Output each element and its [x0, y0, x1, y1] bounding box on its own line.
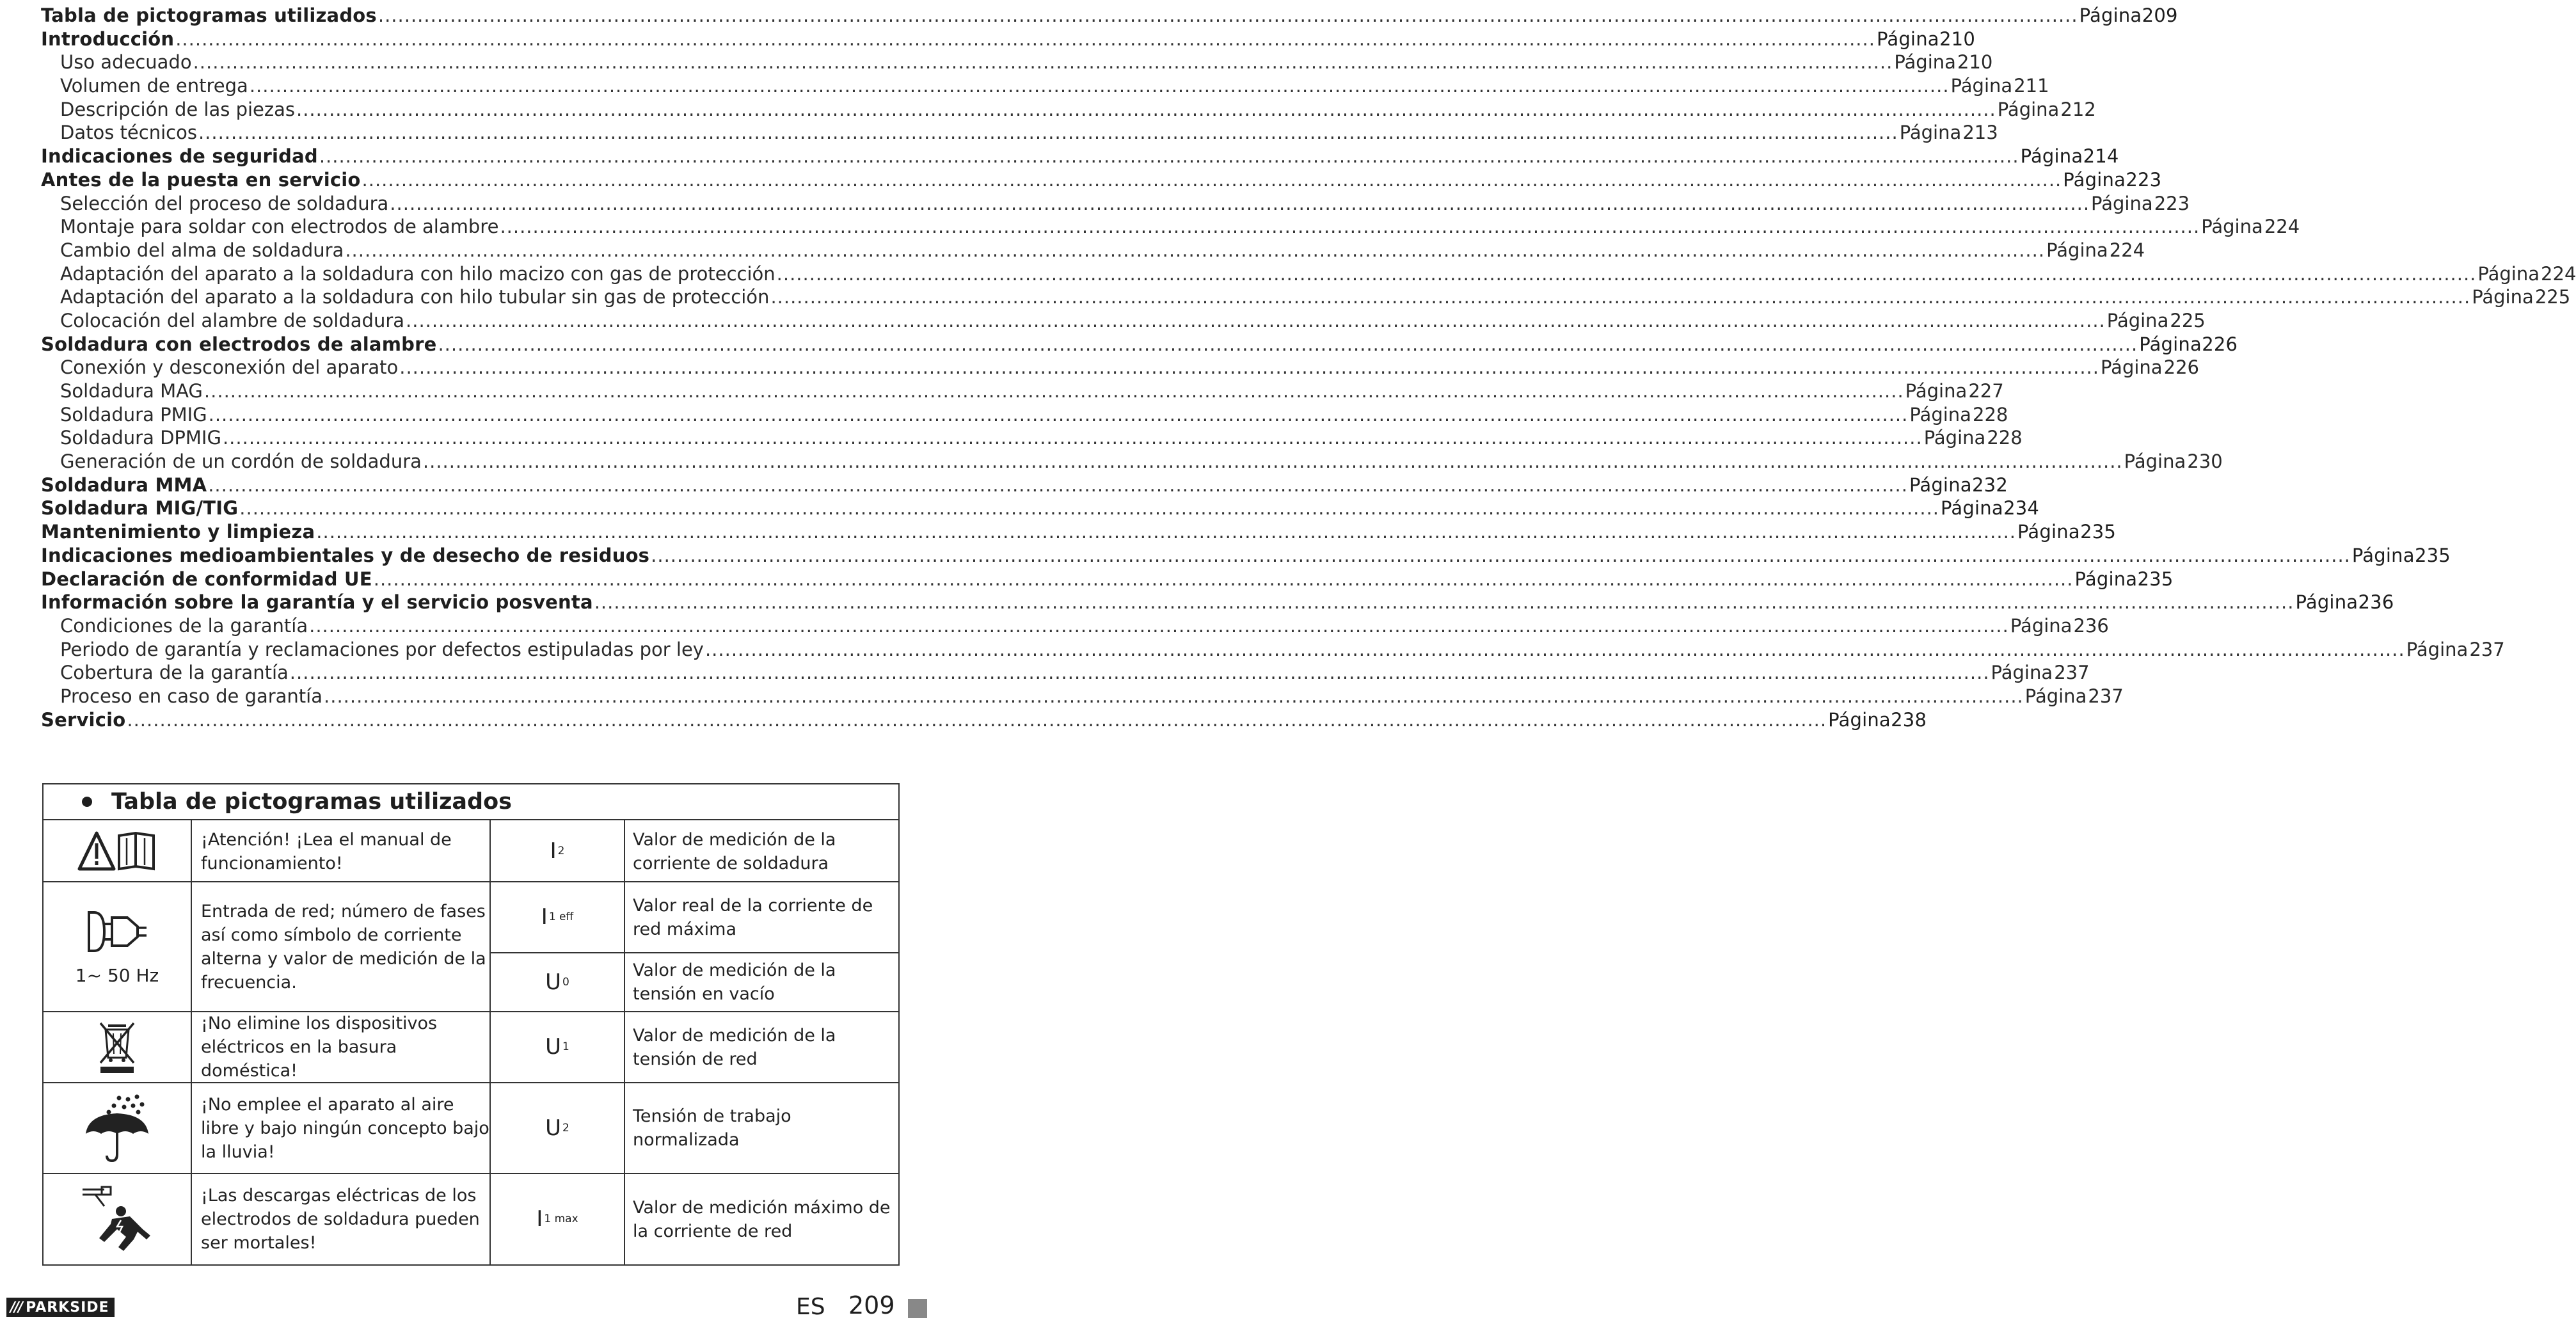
mains-plug-icon	[85, 906, 149, 957]
toc-entry	[41, 168, 2162, 192]
toc-page-label: Página	[1941, 497, 2003, 520]
crossed-bin-icon	[44, 1012, 191, 1082]
symbol-subscript: 1 max	[544, 1213, 578, 1225]
toc-page-label: Página	[2477, 262, 2540, 285]
toc-page-number: 225	[2170, 309, 2206, 331]
toc-entry-title: Declaración de conformidad UE	[41, 568, 372, 590]
toc-subentry	[41, 356, 2199, 379]
toc-leader-dots: ....................................................................................................................................................................................................................................................................	[651, 544, 2351, 566]
toc-page-number: 214	[2083, 145, 2119, 168]
toc-page-label: Página	[2079, 4, 2142, 26]
toc-page-label: Página	[2046, 239, 2108, 261]
symbol-meaning: Valor de medición de la tensión de red	[633, 1025, 836, 1069]
pictogram-description: ¡Las descargas eléctricas de los electrodos de soldadura pueden ser mortales!	[201, 1186, 480, 1253]
toc-entry-title: Soldadura MMA	[41, 474, 207, 496]
toc-entry-title: Uso adecuado	[60, 51, 192, 74]
logo-mark: ///	[10, 1299, 22, 1316]
toc-leader-dots: ....................................................................................................................................................................................................................................................................	[399, 356, 2099, 379]
toc-page-number: 235	[2137, 568, 2174, 590]
toc-page-label: Página	[2010, 614, 2072, 637]
toc-page-label: Página	[2406, 638, 2469, 660]
toc-entry-title: Servicio	[41, 708, 126, 731]
toc-entry-title: Soldadura con electrodos de alambre	[41, 333, 437, 355]
toc-page-number: 225	[2534, 286, 2571, 308]
toc-entry-title: Generación de un cordón de soldadura	[60, 450, 422, 473]
toc-page-number: 213	[1962, 122, 1998, 144]
toc-leader-dots: ....................................................................................................................................................................................................................................................................	[222, 427, 1923, 449]
symbol-meaning: Tensión de trabajo normalizada	[633, 1106, 791, 1150]
symbol-subscript: 1	[562, 1040, 569, 1053]
toc-entry	[41, 544, 2451, 568]
toc-page-label: Página	[1894, 51, 1956, 74]
toc-entry	[41, 568, 2174, 591]
toc-page-label: Página	[2024, 685, 2087, 707]
toc-page-label: Página	[2351, 544, 2415, 566]
toc-page-label: Página	[1950, 75, 2013, 97]
toc-leader-dots: ....................................................................................................................................................................................................................................................................	[208, 403, 1909, 426]
toc-page-number: 234	[2003, 497, 2040, 520]
toc-page-label: Página	[1909, 474, 1972, 496]
symbol-letter: I	[550, 838, 557, 864]
toc-subentry	[41, 685, 2124, 708]
toc-leader-dots: ....................................................................................................................................................................................................................................................................	[362, 168, 2062, 191]
toc-page-label: Página	[2139, 333, 2202, 355]
electric-shock-icon	[44, 1174, 191, 1264]
toc-leader-dots: ....................................................................................................................................................................................................................................................................	[316, 521, 2017, 543]
toc-page-label: Página	[2101, 356, 2163, 379]
toc-page-label: Página	[1899, 122, 1962, 144]
toc-page-number: 224	[2109, 239, 2145, 261]
toc-page-number: 226	[2202, 333, 2238, 355]
symbol-meaning: Valor real de la corriente de red máxima	[633, 895, 873, 939]
toc-entry-title: Volumen de entrega	[60, 75, 248, 97]
toc-entry-title: Introducción	[41, 28, 175, 50]
toc-leader-dots: ....................................................................................................................................................................................................................................................................	[438, 333, 2138, 355]
toc-page-label: Página	[1991, 662, 2053, 684]
toc-entry	[41, 145, 2119, 168]
toc-leader-dots: ....................................................................................................................................................................................................................................................................	[770, 286, 2471, 308]
symbol-subscript: 1 eff	[548, 911, 574, 923]
toc-leader-dots: ....................................................................................................................................................................................................................................................................	[704, 638, 2405, 660]
toc-entry	[41, 28, 1975, 51]
toc-entry-title: Montaje para soldar con electrodos de alambre	[60, 216, 499, 238]
toc-page-number: 235	[2080, 521, 2117, 543]
symbol-letter: U	[545, 969, 562, 995]
toc-entry-title: Soldadura MAG	[60, 380, 203, 402]
toc-entry-title: Mantenimiento y limpieza	[41, 521, 315, 543]
toc-entry-title: Cobertura de la garantía	[60, 662, 289, 684]
toc-page-number: 237	[2469, 638, 2505, 660]
toc-entry-title: Soldadura DPMIG	[60, 427, 221, 449]
symbol-meaning: Valor de medición de la tensión en vacío	[633, 960, 836, 1004]
toc-page-number: 224	[2541, 262, 2576, 285]
toc-entry	[41, 4, 2178, 28]
toc-entry-title: Indicaciones medioambientales y de desecho de residuos	[41, 544, 650, 566]
toc-page-number: 209	[2142, 4, 2178, 26]
toc-page-label: Página	[2106, 309, 2169, 331]
symbol-meaning: Valor de medición de la corriente de soldadura	[633, 829, 836, 873]
toc-leader-dots: ....................................................................................................................................................................................................................................................................	[289, 662, 1990, 684]
symbol-letter: I	[536, 1206, 543, 1232]
toc-leader-dots: ....................................................................................................................................................................................................................................................................	[319, 145, 2019, 168]
toc-leader-dots: ....................................................................................................................................................................................................................................................................	[378, 4, 2078, 26]
parkside-logo	[6, 1298, 115, 1317]
toc-entry-title: Tabla de pictogramas utilizados	[41, 4, 377, 26]
toc-subentry	[41, 98, 2096, 122]
toc-leader-dots: ....................................................................................................................................................................................................................................................................	[373, 568, 2074, 590]
toc-entry	[41, 333, 2238, 356]
umbrella-rain-icon	[44, 1083, 191, 1173]
pictogram-description: ¡No elimine los dispositivos eléctricos en la basura doméstica!	[201, 1014, 438, 1081]
toc-leader-dots: ....................................................................................................................................................................................................................................................................	[239, 497, 1940, 520]
toc-leader-dots: ....................................................................................................................................................................................................................................................................	[324, 685, 2024, 707]
brand-name: PARKSIDE	[26, 1299, 109, 1316]
toc-leader-dots: ....................................................................................................................................................................................................................................................................	[193, 51, 1893, 74]
pictogram-description: ¡No emplee el aparato al aire libre y bajo ningún concepto bajo la lluvia!	[201, 1094, 489, 1162]
toc-page-label: Página	[1828, 708, 1891, 731]
toc-subentry	[41, 450, 2223, 474]
toc-page-label: Página	[2020, 145, 2083, 168]
toc-page-number: 212	[2060, 98, 2096, 120]
language-code: ES	[796, 1294, 825, 1320]
page-number: 209	[848, 1291, 895, 1319]
toc-page-number: 232	[1972, 474, 2008, 496]
toc-leader-dots: ....................................................................................................................................................................................................................................................................	[249, 75, 1950, 97]
pictogram-description: ¡Atención! ¡Lea el manual de funcionamiento!	[201, 829, 452, 873]
toc-subentry	[41, 262, 2576, 286]
toc-page-label: Página	[1905, 380, 1968, 402]
toc-page-label: Página	[2091, 192, 2153, 214]
frequency-caption: 1~ 50 Hz	[75, 965, 159, 986]
toc-subentry	[41, 638, 2505, 662]
symbol-meaning: Valor de medición máximo de la corriente de red	[633, 1197, 891, 1241]
symbol-subscript: 2	[557, 845, 565, 857]
toc-entry-title: Adaptación del aparato a la soldadura con hilo macizo con gas de protección	[60, 262, 775, 285]
toc-page-number: 211	[2014, 75, 2049, 97]
toc-page-label: Página	[2017, 521, 2080, 543]
toc-entry-title: Selección del proceso de soldadura	[60, 192, 389, 214]
toc-leader-dots: ....................................................................................................................................................................................................................................................................	[198, 122, 1898, 144]
toc-entry-title: Proceso en caso de garantía	[60, 685, 323, 707]
toc-page-label: Página	[2074, 568, 2138, 590]
toc-leader-dots: ....................................................................................................................................................................................................................................................................	[422, 450, 2123, 473]
electrical-symbol	[491, 1083, 624, 1173]
pictogram-table-title: Tabla de pictogramas utilizados	[111, 789, 512, 815]
toc-page-number: 210	[1957, 51, 1993, 74]
toc-page-number: 230	[2187, 450, 2223, 473]
toc-subentry	[41, 121, 1998, 145]
toc-entry-title: Condiciones de la garantía	[60, 614, 308, 637]
symbol-subscript: 0	[562, 975, 569, 989]
toc-leader-dots: ....................................................................................................................................................................................................................................................................	[203, 380, 1904, 402]
toc-subentry	[41, 614, 2109, 638]
toc-entry-title: Adaptación del aparato a la soldadura con hilo tubular sin gas de protección	[60, 286, 770, 308]
toc-page-label: Página	[2201, 216, 2263, 238]
toc-entry-title: Periodo de garantía y reclamaciones por defectos estipuladas por ley	[60, 638, 704, 660]
toc-subentry	[41, 192, 2190, 216]
table-of-contents	[41, 4, 2576, 731]
symbol-subscript: 2	[562, 1121, 569, 1134]
toc-entry-title: Descripción de las piezas	[60, 98, 295, 120]
symbol-letter: I	[541, 904, 548, 930]
toc-page-number: 227	[1968, 380, 2004, 402]
toc-page-number: 223	[2154, 192, 2190, 214]
toc-entry	[41, 474, 2008, 497]
toc-leader-dots: ....................................................................................................................................................................................................................................................................	[296, 98, 1996, 120]
toc-leader-dots: ....................................................................................................................................................................................................................................................................	[127, 708, 1827, 731]
toc-subentry	[41, 74, 2049, 98]
toc-entry-title: Conexión y desconexión del aparato	[60, 356, 399, 379]
toc-entry-title: Cambio del alma de soldadura	[60, 239, 344, 261]
toc-page-number: 210	[1939, 28, 1975, 50]
symbol-letter: U	[545, 1115, 562, 1141]
toc-leader-dots: ....................................................................................................................................................................................................................................................................	[500, 216, 2200, 238]
toc-subentry	[41, 661, 2090, 685]
electrical-symbol	[491, 953, 624, 1011]
toc-subentry	[41, 309, 2206, 333]
toc-leader-dots: ....................................................................................................................................................................................................................................................................	[406, 309, 2106, 331]
toc-entry-title: Colocación del alambre de soldadura	[60, 309, 405, 331]
toc-page-number: 223	[2126, 168, 2162, 191]
electrical-symbol	[491, 1174, 624, 1264]
toc-page-label: Página	[2472, 286, 2534, 308]
toc-page-label: Página	[2124, 450, 2186, 473]
toc-subentry	[41, 379, 2004, 403]
toc-page-number: 226	[2163, 356, 2199, 379]
toc-page-number: 228	[1973, 403, 2008, 426]
toc-leader-dots: ....................................................................................................................................................................................................................................................................	[390, 192, 2090, 214]
toc-page-number: 236	[2358, 591, 2394, 614]
toc-entry-title: Datos técnicos	[60, 122, 197, 144]
toc-subentry	[41, 51, 1993, 74]
toc-subentry	[41, 285, 2571, 309]
toc-page-label: Página	[1997, 98, 2060, 120]
toc-leader-dots: ....................................................................................................................................................................................................................................................................	[594, 591, 2294, 614]
toc-entry	[41, 708, 1927, 732]
electrical-symbol	[491, 882, 624, 952]
toc-page-number: 224	[2264, 216, 2300, 238]
toc-leader-dots: ....................................................................................................................................................................................................................................................................	[175, 28, 1875, 50]
toc-page-label: Página	[2295, 591, 2358, 614]
toc-leader-dots: ....................................................................................................................................................................................................................................................................	[345, 239, 2046, 261]
mains-plug-cell	[44, 882, 191, 1011]
warning-manual-icon	[44, 822, 191, 881]
toc-entry-title: Información sobre la garantía y el servicio posventa	[41, 591, 593, 614]
toc-entry	[41, 591, 2394, 614]
toc-leader-dots: ....................................................................................................................................................................................................................................................................	[776, 262, 2477, 285]
toc-page-number: 237	[2054, 662, 2090, 684]
toc-subentry	[41, 215, 2300, 239]
toc-page-number: 238	[1891, 708, 1927, 731]
toc-entry-title: Antes de la puesta en servicio	[41, 168, 361, 191]
toc-page-number: 228	[1987, 427, 2023, 449]
electrical-symbol	[491, 822, 624, 881]
electrical-symbol	[491, 1012, 624, 1082]
toc-leader-dots: ....................................................................................................................................................................................................................................................................	[309, 614, 2009, 637]
bullet-icon	[82, 797, 92, 807]
page-marker	[908, 1299, 927, 1318]
pictogram-description: Entrada de red; número de fases así como símbolo de corriente alterna y valor de medición de la frecuencia.	[201, 901, 486, 992]
toc-subentry	[41, 426, 2023, 450]
pictogram-table	[42, 783, 900, 1266]
toc-page-label: Página	[1909, 403, 1971, 426]
toc-entry-title: Indicaciones de seguridad	[41, 145, 318, 168]
toc-page-label: Página	[1876, 28, 1939, 50]
toc-entry-title: Soldadura PMIG	[60, 403, 207, 426]
toc-subentry	[41, 403, 2008, 427]
toc-page-number: 237	[2088, 685, 2124, 707]
pictogram-table-header	[44, 784, 898, 820]
toc-entry-title: Soldadura MIG/TIG	[41, 497, 239, 520]
toc-subentry	[41, 239, 2145, 262]
toc-page-label: Página	[1923, 427, 1986, 449]
toc-leader-dots: ....................................................................................................................................................................................................................................................................	[208, 474, 1908, 496]
toc-entry	[41, 497, 2040, 520]
toc-entry	[41, 520, 2117, 544]
toc-page-label: Página	[2063, 168, 2126, 191]
toc-page-number: 235	[2414, 544, 2451, 566]
symbol-letter: U	[545, 1034, 562, 1060]
toc-page-number: 236	[2073, 614, 2109, 637]
